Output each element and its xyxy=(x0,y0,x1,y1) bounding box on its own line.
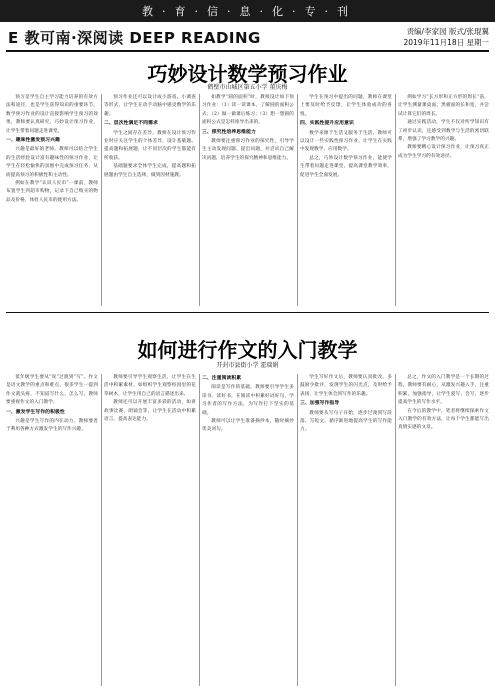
article-separator xyxy=(6,312,489,313)
paragraph: 总之，巧妙设计数学预习作业，能使学生带着问题走进课堂，提高课堂教学效率，促进学生全面发展。 xyxy=(300,155,392,178)
paragraph: 教师要精心设计预习作业，让预习真正成为学生学习的有效途径。 xyxy=(398,145,489,159)
paragraph: 教师可以让学生准备摘抄本，随时摘抄优美词句。 xyxy=(202,419,294,433)
paragraph: 学生之间存在差异，教师在设计预习作业时应关注学生的个体差异，设计基础题、提高题和拓展题，让不同层次的学生都能有所收获。 xyxy=(104,130,196,161)
masthead-band: 教 · 育 · 信 · 息 · 化 · 专 · 刊 xyxy=(0,0,495,22)
article2-col-4 xyxy=(300,374,392,686)
article2-col-1 xyxy=(6,374,98,686)
paragraph: 数学来源于生活又服务于生活。教师可以设计一些实践性预习作业，让学生在实践中发现数学、应用数学。 xyxy=(300,130,392,153)
subheading: 二、层次性满足不同需求 xyxy=(104,121,158,127)
paragraph: 通过实践活动，学生不仅对所学知识有了初步认识，还感受到数学与生活的密切联系，增强了学习数学的兴趣。 xyxy=(398,120,489,143)
header-rule xyxy=(6,50,489,52)
article1-col-5 xyxy=(398,94,489,306)
column-divider xyxy=(395,94,396,306)
column-divider xyxy=(199,94,200,306)
subheading: 四、实践性提升应用意识 xyxy=(300,121,354,127)
masthead-char: 专 xyxy=(304,5,321,18)
column-divider xyxy=(297,94,298,306)
section-header xyxy=(0,24,495,50)
column-divider xyxy=(199,374,200,686)
date-line: 2019年11月18日 星期一 xyxy=(403,38,489,47)
article1-author: 鹤壁市山城区第五小学 董庆梅 xyxy=(207,84,288,91)
paragraph: 兴趣是最好的老师。教师可以结合学生的生活经验设计富有趣味性的预习作业，让学生在轻松愉快的氛围中完成预习任务，从而提高预习的积极性和主动性。 xyxy=(6,147,98,178)
column-divider xyxy=(101,94,102,306)
article2-col-2 xyxy=(104,374,196,686)
paragraph: 例如在教学“认识人民币”一课前，教师布置学生到超市购物，记录下自己购买的物品及价格，体验人民币的使用方法。 xyxy=(6,181,98,203)
article2-title: 如何进行作文的入门教学 xyxy=(137,338,358,362)
article1-col-4 xyxy=(300,94,392,306)
article1-col-3 xyxy=(202,94,294,306)
masthead-char: 息 xyxy=(239,5,256,18)
page-meta xyxy=(403,26,489,48)
subheading: 二、注重阅读积累 xyxy=(202,376,242,381)
masthead-char: 化 xyxy=(272,5,288,18)
masthead-char: 育 xyxy=(174,5,191,18)
paragraph: 如教学“圆的面积”时，教师设计如下预习作业：（1）读一读课本，了解圆的面积公式；（2）做一做课后练习；（3）想一想圆的面积公式是怎样推导出来的。 xyxy=(202,95,294,126)
subheading: 一、激发学生写作的积极性 xyxy=(6,409,65,415)
article2-author: 开封市县街小学 霍瑞娟 xyxy=(216,362,279,369)
paragraph: 教师还可以开展丰富多彩的活动，如讲故事比赛、朗诵会等，让学生在活动中积累语言，提高表达能力。 xyxy=(104,400,196,423)
paragraph: 预习是学生自主学习能力培养的有效方法和途径，也是学生获得知识的重要环节。数学预习作业的设计直接影响学生预习的效果，教师要认真研究，巧妙设计预习作业，让学生带着问题走进课堂。 xyxy=(6,95,98,134)
article2-col-5 xyxy=(398,374,489,686)
paragraph: 基础题要求全体学生完成，提高题和拓展题由学生自主选择，做到因材施教。 xyxy=(104,164,196,178)
paragraph: 教师要从写句子开始，逐步过渡到写段落、写短文，循序渐进地提高学生的写作能力。 xyxy=(300,410,392,433)
paragraph: 兴趣是学生写作的内在动力。教师要善于利用各种方式激发学生的写作兴趣。 xyxy=(6,419,98,433)
article1-col-2 xyxy=(104,94,196,306)
masthead-char: 刊 xyxy=(337,5,353,18)
paragraph: 教师要注重预习作业的探究性，引导学生主动发现问题、提出问题，并尝试自己解决问题，培养学生的探究精神和思维能力。 xyxy=(202,139,294,161)
article2-col-3 xyxy=(202,374,294,686)
paragraph: 例如学习“长方形和正方形的周长”前，让学生测量课桌面、黑板面的长和宽，并尝试计算它们的周长。 xyxy=(398,95,489,117)
paragraph: 教师要引导学生观察生活，让学生在生活中积累素材。如组织学生观察校园里的花草树木，让学生用自己的语言描述出来。 xyxy=(104,375,196,397)
column-divider xyxy=(101,374,102,686)
column-divider xyxy=(395,374,396,686)
paragraph: 学生写好作文后，教师要认真批改，多鼓励少批评，发现学生的闪光点，及时给予表扬，让学生体会到写作的乐趣。 xyxy=(300,375,392,397)
article1-col-1 xyxy=(6,94,98,306)
subheading: 一、趣味性激发预习兴趣 xyxy=(6,138,60,144)
editor-line: 责编/李家园 版式/张琨翼 xyxy=(406,27,489,36)
paragraph: 总之，作文的入门教学是一个长期的过程，教师要有耐心，从激发兴趣入手，注重积累，加强指导，让学生爱写、会写，逐步提高学生的写作水平。 xyxy=(398,375,489,406)
paragraph: 低年级学生要从“说”过渡到“写”。作文是语文教学的重点和难点，很多学生一提到作文就头疼，不知道写什么，怎么写。教师要重视作文的入门教学。 xyxy=(6,375,98,406)
section-title: E 教可南·深阅读 DEEP READING xyxy=(8,29,261,47)
subheading: 三、探究性培养思维能力 xyxy=(202,129,256,135)
article1-title: 巧妙设计数学预习作业 xyxy=(147,62,348,86)
paragraph: 阅读是写作的基础。教师要引导学生多读书、读好书，在阅读中积累好词好句，学习作者的写作方法，为写作打下坚实的基础。 xyxy=(202,385,294,416)
masthead-char: 教 xyxy=(142,5,158,18)
subheading: 三、加强写作指导 xyxy=(300,401,340,407)
paragraph: 预习作业还可以设计成小游戏、小调查等形式，让学生在动手动脑中感受数学的乐趣。 xyxy=(104,95,196,117)
paragraph: 在今后的教学中，笔者将继续探索作文入门教学的有效方法，让每个学生都能写出真情实感的文章。 xyxy=(398,408,489,431)
masthead-char: 信 xyxy=(207,5,223,18)
column-divider xyxy=(297,374,298,686)
paragraph: 学生在预习中提出的问题，教师在课堂上要及时给予反馈，让学生体验成功的喜悦。 xyxy=(300,95,392,117)
